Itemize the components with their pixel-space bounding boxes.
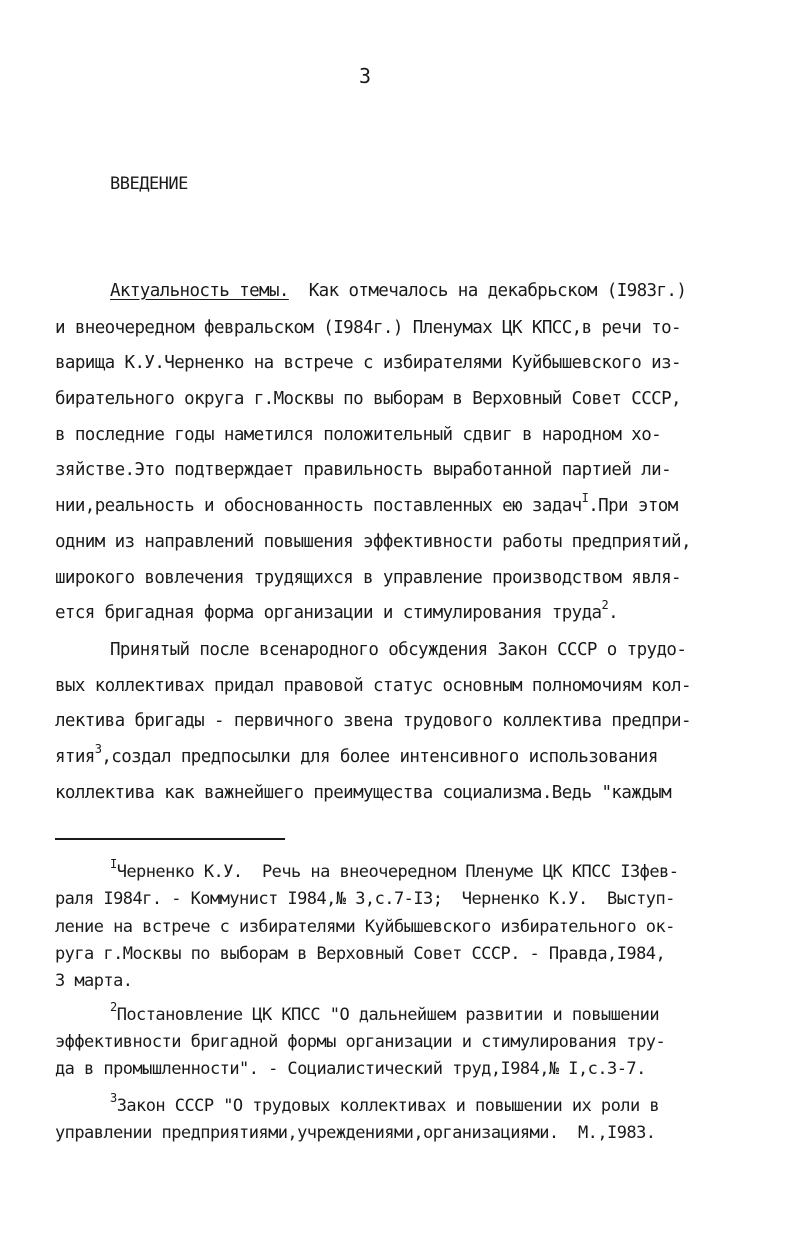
- footnote-1: $^I$Черненко К.У. Речь на внеочередном Пленуме ЦК КПСС I3фев-: [110, 857, 679, 882]
- footnote-3: $^3$Закон СССР "О трудовых коллективах и повышении их роли в: [110, 1091, 660, 1116]
- footnote-mark-2: 2: [110, 1000, 117, 1014]
- footnote-ref-3: 3: [94, 742, 102, 756]
- footnote-1-line-3: ление на встрече с избирателями Куйбышевского избирательного ок-: [55, 917, 675, 937]
- body-line-7: нии,реальность и обоснованность поставленных ею задач$^I$.При этом: [55, 491, 678, 516]
- body-line-12: вых коллективах придал правовой статус основным полномочиям кол-: [55, 676, 691, 696]
- body-line-5: в последние годы наметился положительный сдвиг в народном хо-: [55, 425, 662, 445]
- lead-underlined: Актуальность темы.: [110, 281, 289, 301]
- footnote-2-line-3: да в промышленности". - Социалистический труд,I984,№ I,с.3-7.: [55, 1059, 646, 1079]
- body-line-11: Принятый после всенародного обсуждения Закон СССР о трудо-: [110, 640, 687, 660]
- footnote-2: $^2$Постановление ЦК КПСС "О дальнейшем развитии и повышении: [110, 1000, 660, 1025]
- footnote-mark-1: I: [110, 857, 117, 871]
- body-line-6: зяйстве.Это подтверждает правильность выработанной партией ли-: [55, 460, 672, 480]
- body-line-2: и внеочередном февральском (I984г.) Пленумах ЦК КПСС,в речи то-: [55, 318, 681, 338]
- footnote-1-line-2: раля I984г. - Коммунист I984,№ 3,с.7-I3; Черненко К.У. Выступ-: [55, 889, 675, 909]
- body-line-15: коллектива как важнейшего преимущества социализма.Ведь "каждым: [55, 783, 672, 803]
- footnote-3-line-2: управлении предприятиями,учреждениями,организациями. М.,I983.: [55, 1123, 656, 1143]
- section-heading: ВВЕДЕНИЕ: [110, 174, 188, 194]
- footnote-1-line-5: 3 марта.: [55, 971, 133, 991]
- footnote-2-line-2: эффективности бригадной формы организации и стимулирования тру-: [55, 1032, 666, 1052]
- page-number: 3: [359, 64, 372, 88]
- footnote-1-line-4: руга г.Москвы по выборам в Верховный Совет СССР. - Правда,I984,: [55, 944, 666, 964]
- body-line-3: варища К.У.Черненко на встрече с избирателями Куйбышевского из-: [55, 353, 681, 373]
- body-line-4: бирательного округа г.Москвы по выборам в Верховный Совет СССР,: [55, 389, 681, 409]
- footnote-mark-3: 3: [110, 1091, 117, 1105]
- footnote-ref-1: I: [581, 491, 589, 505]
- footnote-divider: [55, 838, 285, 840]
- body-line-9: широкого вовлечения трудящихся в управление производством явля-: [55, 568, 681, 588]
- footnote-ref-2: 2: [601, 598, 609, 612]
- body-line-1: Актуальность темы. Как отмечалось на декабрьском (I983г.): [110, 281, 687, 301]
- body-line-8: одним из направлений повышения эффективности работы предприятий,: [55, 532, 691, 552]
- body-line-14: ятия$^3$,создал предпосылки для более интенсивного использования: [55, 742, 658, 767]
- body-line-13: лектива бригады - первичного звена трудового коллектива предпри-: [55, 711, 691, 731]
- body-line-10: ется бригадная форма организации и стимулирования труда$^2$.: [55, 598, 619, 623]
